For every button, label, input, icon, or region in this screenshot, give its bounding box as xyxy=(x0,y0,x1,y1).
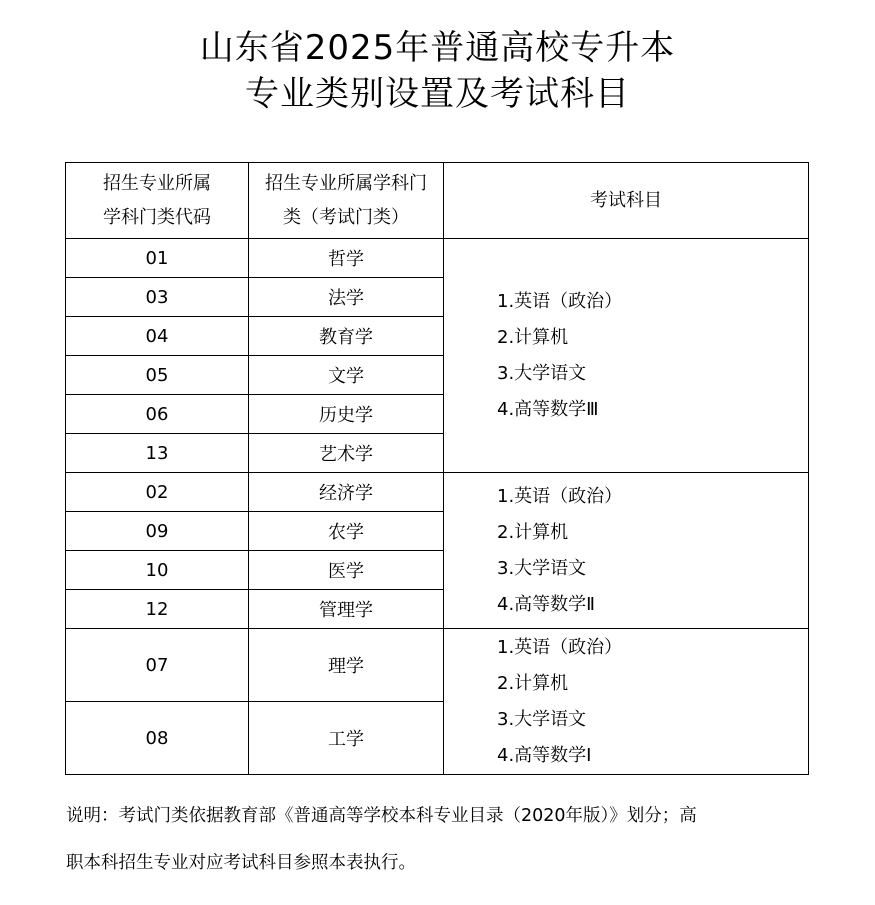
subject-item: 3.大学语文 xyxy=(497,362,587,384)
cell-category: 管理学 xyxy=(249,590,444,629)
cell-category: 农学 xyxy=(249,512,444,551)
table-row xyxy=(66,629,809,702)
cell-code: 13 xyxy=(66,434,249,473)
cell-category: 文学 xyxy=(249,356,444,395)
subject-item: 1.英语（政治） xyxy=(497,485,623,507)
subject-item: 1.英语（政治） xyxy=(497,636,623,658)
cell-code: 07 xyxy=(66,629,249,702)
cell-code: 10 xyxy=(66,551,249,590)
header-code-line1: 招生专业所属 xyxy=(103,172,211,194)
cell-code: 05 xyxy=(66,356,249,395)
header-code-line2: 学科门类代码 xyxy=(103,206,211,228)
cell-code: 08 xyxy=(66,702,249,775)
page-title: 山东省2025年普通高校专升本 xyxy=(199,28,676,68)
cell-category: 医学 xyxy=(249,551,444,590)
subjects-table xyxy=(65,162,809,775)
subject-item: 1.英语（政治） xyxy=(497,290,623,312)
cell-category: 工学 xyxy=(249,702,444,775)
header-category xyxy=(249,163,444,239)
cell-code: 04 xyxy=(66,317,249,356)
cell-code: 09 xyxy=(66,512,249,551)
cell-subjects-group2 xyxy=(444,473,809,629)
cell-category: 历史学 xyxy=(249,395,444,434)
table-row xyxy=(66,239,809,278)
cell-category: 艺术学 xyxy=(249,434,444,473)
cell-subjects-group1 xyxy=(444,239,809,473)
subject-item: 2.计算机 xyxy=(497,672,569,694)
cell-code: 12 xyxy=(66,590,249,629)
cell-code: 02 xyxy=(66,473,249,512)
table-header-row xyxy=(66,163,809,239)
cell-subjects-group3 xyxy=(444,629,809,775)
note-line1: 说明：考试门类依据教育部《普通高等学校本科专业目录（2020年版）》划分；高 xyxy=(66,806,697,826)
cell-code: 03 xyxy=(66,278,249,317)
subject-item: 4.高等数学Ⅲ xyxy=(497,398,599,420)
note-line2: 职本科招生专业对应考试科目参照本表执行。 xyxy=(66,853,416,873)
header-code xyxy=(66,163,249,239)
subject-item: 3.大学语文 xyxy=(497,557,587,579)
table-row xyxy=(66,473,809,512)
cell-code: 06 xyxy=(66,395,249,434)
cell-code: 01 xyxy=(66,239,249,278)
subject-item: 2.计算机 xyxy=(497,326,569,348)
cell-category: 教育学 xyxy=(249,317,444,356)
cell-category: 经济学 xyxy=(249,473,444,512)
cell-category: 哲学 xyxy=(249,239,444,278)
page-subtitle: 专业类别设置及考试科目 xyxy=(245,74,630,114)
header-category-line2: 类（考试门类） xyxy=(283,206,409,228)
header-category-line1: 招生专业所属学科门 xyxy=(265,172,427,194)
subject-item: 2.计算机 xyxy=(497,521,569,543)
subject-item: 4.高等数学Ⅰ xyxy=(497,744,592,766)
cell-category: 法学 xyxy=(249,278,444,317)
header-subjects: 考试科目 xyxy=(444,163,809,239)
subject-item: 4.高等数学Ⅱ xyxy=(497,593,596,615)
cell-category: 理学 xyxy=(249,629,444,702)
subject-item: 3.大学语文 xyxy=(497,708,587,730)
